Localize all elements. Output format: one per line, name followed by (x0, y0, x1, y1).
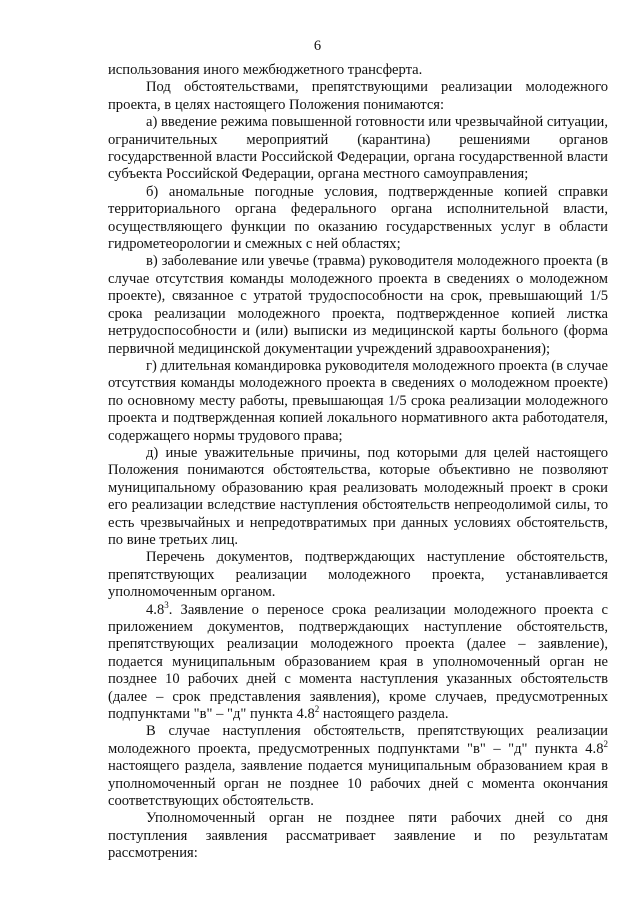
text-run: настоящего раздела, заявление подается муниципальным образованием края в уполномоченный орган не позднее 10 рабочих дней с момента окончания соответствующих обстоятельств. (108, 758, 608, 810)
paragraph: б) аномальные погодные условия, подтвержденные копией справки территориального органа федерального органа исполнительной власти, осуществляющего функции по оказанию государственных услуг в области гидрометеорологии и смежных с ней областях; (108, 183, 608, 253)
superscript: 3 (164, 599, 169, 610)
paragraph: а) введение режима повышенной готовности или чрезвычайной ситуации, ограничительных мероприятий (карантина) решениями органов государственной власти Российской Федерации, органа государственной власти субъекта Российской Федерации, органа местного самоуправления; (108, 114, 608, 183)
paragraph: в) заболевание или увечье (травма) руководителя молодежного проекта (в случае отсутствия команды молодежного проекта в сведениях о молодежном проекте), связанное с утратой трудоспособности на срок, превышающий 1/5 срока реализации молодежного проекта, подтвержденное копией листка нетрудоспособности и (или) выписки из медицинской карты больного (форма первичной медицинской документации учреждений здравоохранения); (108, 253, 608, 357)
paragraph: г) длительная командировка руководителя молодежного проекта (в случае отсутствия команды молодежного проекта в сведениях о молодежном проекте) по основному месту работы, превышающая 1/5 срока реализации молодежного проекта и подтвержденная копией локального нормативного акта работодателя, содержащего нормы трудового права; (108, 357, 608, 444)
superscript: 2 (314, 704, 320, 715)
paragraph: Под обстоятельствами, препятствующими реализации молодежного проекта, в целях настоящего Положения понимаются: (108, 79, 608, 113)
paragraph: д) иные уважительные причины, под которыми для целей настоящего Положения понимаются обстоятельства, которые объективно не позволяют муниципальному образованию края реализовать молодежный проект в сроки его реализации вследствие наступления обстоятельств непреодолимой силы, то есть чрезвычайных и непредотвратимых при данных условиях обстоятельств, по вине третьих лиц. (108, 444, 608, 548)
paragraph: использования иного межбюджетного трансферта. (108, 62, 423, 78)
text-run: . Заявление о переносе срока реализации молодежного проекта с приложением документов, подтверждающих наступление обстоятельств, препятствующих реализации молодежного проекта (далее – заявление), подается муниципальным образованием края в уполномоченный орган не позднее 10 рабочих дней с момента наступления указанных обстоятельств (далее – срок представления заявления), кроме случаев, предусмотренных подпунктами "в" – "д" пункта 4.8 (108, 601, 608, 723)
superscript: 2 (603, 738, 608, 749)
text-run: настоящего раздела. (319, 706, 449, 723)
paragraph: Уполномоченный орган не позднее пяти рабочих дней со дня поступления заявления рассматривает заявление и по результатам рассмотрения: (108, 810, 608, 862)
clause-number: 4.8 (146, 601, 165, 618)
paragraph: Перечень документов, подтверждающих наступление обстоятельств, препятствующих реализации молодежного проекта, устанавливается уполномоченным органом. (108, 549, 608, 601)
paragraph (108, 723, 608, 810)
paragraph-clause-4-8-3 (108, 599, 608, 724)
text-run: В случае наступления обстоятельств, препятствующих реализации молодежного проекта, предусмотренных подпунктами "в" – "д" пункта 4.8 (108, 723, 608, 757)
page-number: 6 (313, 38, 322, 54)
document-body (108, 62, 608, 863)
